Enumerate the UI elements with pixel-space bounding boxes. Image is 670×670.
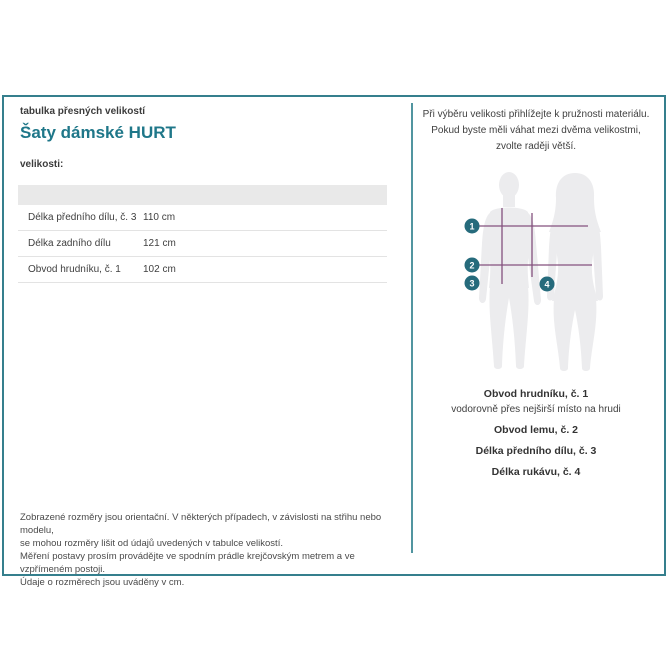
size-advice-text [408, 107, 664, 155]
table-row [18, 205, 387, 231]
legend-item-4: Délka rukávu, č. 4 [491, 466, 581, 478]
measurement-label: Délka zadního dílu [28, 238, 111, 249]
measurement-legend [408, 387, 664, 480]
table-row [18, 231, 387, 257]
marker-2-number: 2 [469, 260, 475, 271]
body-silhouettes-figure [450, 168, 630, 378]
table-row [18, 257, 387, 283]
advice-line: Při výběru velikosti přihlížejte k pružnosti materiálu. [422, 109, 650, 120]
size-header-bar [18, 185, 387, 205]
marker-1-number: 1 [469, 221, 475, 232]
legend-item-2: Obvod lemu, č. 2 [493, 424, 579, 436]
measurement-value: 102 cm [143, 264, 176, 275]
measurements-table [18, 205, 387, 283]
measurement-diagram [450, 168, 630, 378]
vertical-divider [411, 103, 413, 553]
chart-subtitle: tabulka přesných velikostí [20, 106, 146, 117]
disclaimer-line: Údaje o rozměrech jsou uváděny v cm. [20, 577, 185, 588]
sizes-label: velikosti: [20, 159, 64, 170]
advice-line: Pokud byste měli váhat mezi dvěma velikostmi, [431, 125, 641, 136]
disclaimer-line: Měření postavy prosím provádějte ve spodním prádle krejčovským metrem a ve vzpřímeném postoji. [20, 551, 355, 575]
measurement-label: Délka předního dílu, č. 3 [28, 212, 137, 223]
disclaimer-line: se mohou rozměry lišit od údajů uvedených v tabulce velikostí. [20, 538, 283, 549]
measurement-value: 121 cm [143, 238, 176, 249]
measurement-value: 110 cm [143, 212, 176, 223]
measurement-label: Obvod hrudníku, č. 1 [28, 264, 121, 275]
legend-item-3: Délka předního dílu, č. 3 [475, 445, 597, 457]
female-silhouette [547, 173, 603, 371]
marker-3-number: 3 [469, 278, 475, 289]
legend-item-1: Obvod hrudníku, č. 1 [483, 388, 589, 400]
disclaimer-line: Zobrazené rozměry jsou orientační. V některých případech, v závislosti na střihu nebo modelu, [20, 512, 382, 536]
size-chart-panel [2, 95, 666, 588]
product-title: Šaty dámské HURT [20, 123, 176, 142]
advice-line: zvolte raději větší. [495, 141, 577, 152]
marker-4-number: 4 [544, 279, 550, 290]
disclaimer-text [20, 511, 395, 589]
legend-item-1-description: vodorovně přes nejširší místo na hrudi [451, 404, 621, 415]
